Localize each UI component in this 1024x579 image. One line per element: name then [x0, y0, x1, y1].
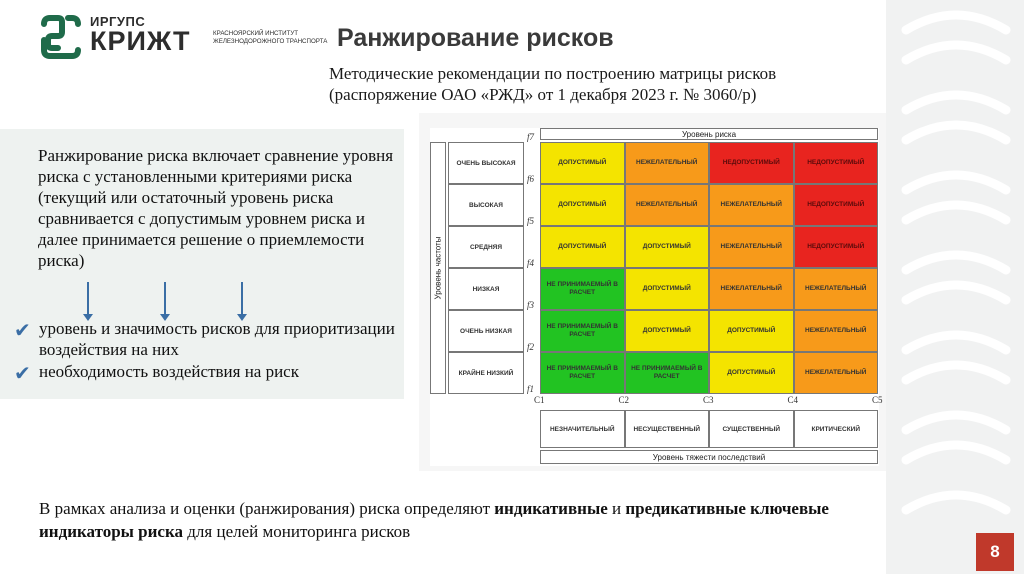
- frequency-index-label: f5: [527, 216, 535, 226]
- bottom-paragraph: [39, 497, 879, 543]
- consequence-index-label: C3: [703, 395, 714, 405]
- frequency-index-label: f6: [527, 174, 535, 184]
- matrix-cell: ДОПУСТИМЫЙ: [625, 310, 710, 352]
- severity-label: КРИТИЧЕСКИЙ: [794, 410, 879, 448]
- severity-label: НЕЗНАЧИТЕЛЬНЫЙ: [540, 410, 625, 448]
- bullet-item: необходимость воздействия на риск: [39, 362, 299, 381]
- matrix-cell: НЕДОПУСТИМЫЙ: [794, 142, 879, 184]
- logo-main-text: КРИЖТ: [90, 26, 191, 56]
- matrix-cell: ДОПУСТИМЫЙ: [540, 184, 625, 226]
- risk-matrix: [430, 128, 883, 466]
- matrix-cell: ДОПУСТИМЫЙ: [540, 226, 625, 268]
- down-arrow-icon: [241, 282, 243, 315]
- frequency-index-label: f2: [527, 342, 535, 352]
- intro-paragraph: Ранжирование риска включает сравнение уровня риска с установленными критериями риска (текущий или остаточный уровень риска сравнивается с допустимым уровнем риска и далее принимается решение о приемлемости риска): [38, 146, 394, 270]
- matrix-cell: НЕДОПУСТИМЫЙ: [794, 226, 879, 268]
- matrix-cell: НЕ ПРИНИМАЕМЫЙ В РАСЧЕТ: [540, 352, 625, 394]
- frequency-row-label: КРАЙНЕ НИЗКИЙ: [448, 352, 524, 394]
- frequency-row-label: ВЫСОКАЯ: [448, 184, 524, 226]
- consequence-index-label: C2: [618, 395, 630, 405]
- bottom-text-3: для целей мониторинга рисков: [183, 522, 411, 541]
- matrix-cell: НЕЖЕЛАТЕЛЬНЫЙ: [709, 268, 794, 310]
- frequency-row-label: СРЕДНЯЯ: [448, 226, 524, 268]
- frequency-index-label: f1: [527, 384, 535, 394]
- logo-subtitle: КРАСНОЯРСКИЙ ИНСТИТУТ ЖЕЛЕЗНОДОРОЖНОГО ТРАНСПОРТА: [213, 30, 328, 45]
- page-subtitle: Методические рекомендации по построению матрицы рисков (распоряжение ОАО «РЖД» от 1 декабря 2023 г. № 3060/р): [329, 64, 777, 104]
- matrix-cell: НЕ ПРИНИМАЕМЫЙ В РАСЧЕТ: [540, 268, 625, 310]
- y-axis-box: [430, 142, 446, 394]
- matrix-cell: НЕ ПРИНИМАЕМЫЙ В РАСЧЕТ: [625, 352, 710, 394]
- frequency-row-label: ОЧЕНЬ ВЫСОКАЯ: [448, 142, 524, 184]
- matrix-cell: ДОПУСТИМЫЙ: [709, 310, 794, 352]
- down-arrow-icon: [87, 282, 89, 315]
- frequency-index-label: f7: [527, 132, 535, 142]
- logo-emblem-icon: [38, 14, 84, 60]
- matrix-cell: НЕЖЕЛАТЕЛЬНЫЙ: [709, 226, 794, 268]
- logo: [38, 12, 328, 62]
- frequency-row-label: ОЧЕНЬ НИЗКАЯ: [448, 310, 524, 352]
- matrix-cell: НЕ ПРИНИМАЕМЫЙ В РАСЧЕТ: [540, 310, 625, 352]
- checkmark-icon: ✔: [14, 318, 31, 342]
- matrix-cell: ДОПУСТИМЫЙ: [709, 352, 794, 394]
- matrix-cell: ДОПУСТИМЫЙ: [625, 268, 710, 310]
- checkmark-icon: ✔: [14, 361, 31, 385]
- decorative-side-band: [886, 0, 1024, 574]
- bottom-text-1: В рамках анализа и оценки (ранжирования) риска определяют: [39, 499, 495, 518]
- decorative-pattern: [886, 0, 1024, 574]
- matrix-cell: НЕЖЕЛАТЕЛЬНЫЙ: [709, 184, 794, 226]
- matrix-cell: НЕЖЕЛАТЕЛЬНЫЙ: [625, 142, 710, 184]
- matrix-cell: НЕЖЕЛАТЕЛЬНЫЙ: [794, 352, 879, 394]
- down-arrow-icon: [164, 282, 166, 315]
- consequence-index-label: C1: [534, 395, 545, 405]
- matrix-cell: НЕДОПУСТИМЫЙ: [794, 184, 879, 226]
- page-number-badge: 8: [976, 533, 1014, 571]
- matrix-cell: НЕЖЕЛАТЕЛЬНЫЙ: [794, 268, 879, 310]
- matrix-cell: ДОПУСТИМЫЙ: [625, 226, 710, 268]
- matrix-bottom-header: Уровень тяжести последствий: [540, 450, 878, 464]
- matrix-cell: НЕЖЕЛАТЕЛЬНЫЙ: [794, 310, 879, 352]
- bottom-bold-1: индикативные: [494, 499, 608, 518]
- consequence-index-label: C4: [787, 395, 799, 405]
- bottom-text-2: и: [607, 499, 626, 518]
- y-axis-label: Уровень частоты: [433, 236, 443, 300]
- frequency-row-label: НИЗКАЯ: [448, 268, 524, 310]
- severity-label: СУЩЕСТВЕННЫЙ: [709, 410, 794, 448]
- bullet-item: уровень и значимость рисков для приоритизации воздействия на них: [39, 319, 395, 359]
- matrix-cell: НЕДОПУСТИМЫЙ: [709, 142, 794, 184]
- frequency-index-label: f4: [527, 258, 535, 268]
- frequency-index-label: f3: [527, 300, 535, 310]
- consequence-index-label: C5: [872, 395, 883, 405]
- matrix-top-header: Уровень риска: [540, 128, 878, 140]
- page-title: Ранжирование рисков: [337, 24, 614, 52]
- matrix-cell: НЕЖЕЛАТЕЛЬНЫЙ: [625, 184, 710, 226]
- logo-top-text: ИРГУПС: [90, 14, 146, 29]
- bottom-bold-2: предикативные ключевые индикаторы риска: [39, 499, 829, 541]
- severity-label: НЕСУЩЕСТВЕННЫЙ: [625, 410, 710, 448]
- matrix-cell: ДОПУСТИМЫЙ: [540, 142, 625, 184]
